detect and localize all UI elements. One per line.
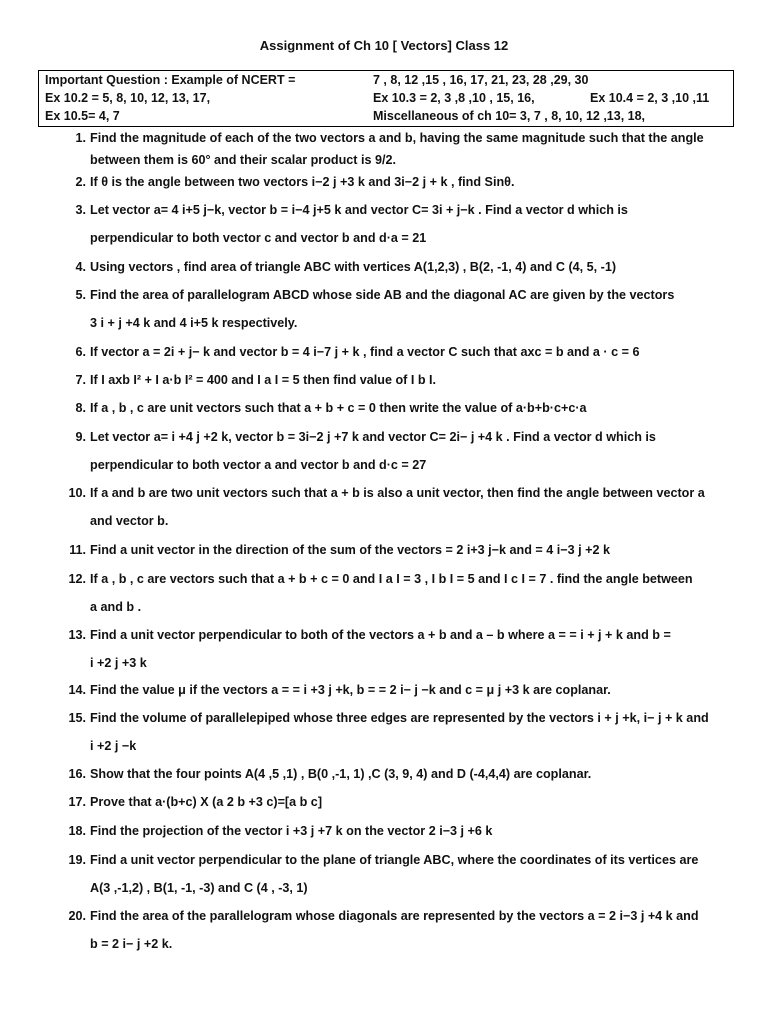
question-number: 7.	[75, 373, 86, 387]
question-text: Find the value μ if the vectors a = = i +3 j +k, b = = 2 i− j −k and c = μ j +3 k are coplanar.	[90, 683, 611, 697]
question-text: If θ is the angle between two vectors i−2 j +3 k and 3i−2 j + k , find Sinθ.	[90, 175, 515, 189]
ncert-examples-label: Important Question : Example of NCERT =	[45, 73, 296, 87]
question-text: Let vector a= i +4 j +2 k, vector b = 3i−2 j +7 k and vector C= 2i− j +4 k . Find a vector d which is	[90, 430, 656, 444]
page-title: Assignment of Ch 10 [ Vectors] Class 12	[259, 38, 509, 53]
ex-10-2-list: Ex 10.2 = 5, 8, 10, 12, 13, 17,	[45, 91, 211, 105]
question-text: If vector a = 2i + j− k and vector b = 4 i−7 j + k , find a vector C such that axc = b and a · c = 6	[90, 345, 640, 359]
question-number: 16.	[68, 767, 86, 781]
question-number: 9.	[75, 430, 86, 444]
question-number: 19.	[68, 853, 86, 867]
question-text: If a , b , c are unit vectors such that a + b + c = 0 then write the value of a·b+b·c+c·a	[90, 401, 587, 415]
question-text: Find a unit vector perpendicular to the plane of triangle ABC, where the coordinates of its vertices are	[90, 853, 699, 867]
question-text: Find a unit vector perpendicular to both of the vectors a + b and a – b where a = = i + j + k and b =	[90, 628, 671, 642]
question-number: 12.	[68, 572, 86, 586]
question-number: 15.	[68, 711, 86, 725]
question-text: If a , b , c are vectors such that a + b + c = 0 and I a I = 3 , I b I = 5 and I c I = 7 . find the angle between	[90, 572, 693, 586]
question-number: 1.	[75, 131, 86, 145]
ex-10-4-list: Ex 10.4 = 2, 3 ,10 ,11	[590, 91, 710, 105]
question-text: Prove that a·(b+c) X (a 2 b +3 c)=[a b c]	[90, 795, 323, 809]
miscellaneous-list: Miscellaneous of ch 10= 3, 7 , 8, 10, 12 ,13, 18,	[373, 109, 646, 123]
question-text-continued: perpendicular to both vector c and vector b and d·a = 21	[90, 231, 427, 245]
question-text: If a and b are two unit vectors such that a + b is also a unit vector, then find the angle between vector a	[90, 486, 705, 500]
question-text: Find the area of the parallelogram whose diagonals are represented by the vectors a = 2 i−3 j +4 k and	[90, 909, 699, 923]
question-text-continued: perpendicular to both vector a and vector b and d·c = 27	[90, 458, 427, 472]
question-number: 2.	[75, 175, 86, 189]
question-text: Find the area of parallelogram ABCD whose side AB and the diagonal AC are given by the vectors	[90, 288, 675, 302]
ex-10-3-list: Ex 10.3 = 2, 3 ,8 ,10 , 15, 16,	[373, 91, 535, 105]
question-number: 4.	[75, 260, 86, 274]
question-number: 13.	[68, 628, 86, 642]
question-text: Find the magnitude of each of the two vectors a and b, having the same magnitude such that the angle	[90, 131, 704, 145]
question-text-continued: b = 2 i− j +2 k.	[90, 937, 173, 951]
question-text-continued: i +2 j +3 k	[90, 656, 147, 670]
question-text-continued: 3 i + j +4 k and 4 i+5 k respectively.	[90, 316, 298, 330]
question-number: 18.	[68, 824, 86, 838]
question-text: Using vectors , find area of triangle ABC with vertices A(1,2,3) , B(2, -1, 4) and C (4, 5, -1)	[90, 260, 617, 274]
question-number: 14.	[68, 683, 86, 697]
ex-10-5-list: Ex 10.5= 4, 7	[45, 109, 120, 123]
question-number: 8.	[75, 401, 86, 415]
question-text: Show that the four points A(4 ,5 ,1) , B(0 ,-1, 1) ,C (3, 9, 4) and D (-4,4,4) are coplanar.	[90, 767, 592, 781]
question-number: 5.	[75, 288, 86, 302]
question-number: 10.	[68, 486, 86, 500]
question-text: Find a unit vector in the direction of the sum of the vectors = 2 i+3 j−k and = 4 i−3 j +2 k	[90, 543, 610, 557]
ncert-examples-list: 7 , 8, 12 ,15 , 16, 17, 21, 23, 28 ,29, 30	[373, 73, 589, 87]
question-text-continued: A(3 ,-1,2) , B(1, -1, -3) and C (4 , -3, 1)	[90, 881, 308, 895]
question-text-continued: between them is 60° and their scalar product is 9/2.	[90, 153, 396, 167]
question-text: Find the volume of parallelepiped whose three edges are represented by the vectors i + j +k, i− j + k and	[90, 711, 709, 725]
question-text: If I axb I² + I a·b I² = 400 and I a I = 5 then find value of I b I.	[90, 373, 437, 387]
question-text: Let vector a= 4 i+5 j−k, vector b = i−4 j+5 k and vector C= 3i + j−k . Find a vector d which is	[90, 203, 628, 217]
question-text: Find the projection of the vector i +3 j +7 k on the vector 2 i−3 j +6 k	[90, 824, 493, 838]
question-number: 17.	[68, 795, 86, 809]
question-text-continued: i +2 j −k	[90, 739, 137, 753]
question-number: 20.	[68, 909, 86, 923]
question-text-continued: a and b .	[90, 600, 142, 614]
question-number: 6.	[75, 345, 86, 359]
question-text-continued: and vector b.	[90, 514, 169, 528]
question-number: 3.	[75, 203, 86, 217]
question-number: 11.	[69, 543, 86, 557]
